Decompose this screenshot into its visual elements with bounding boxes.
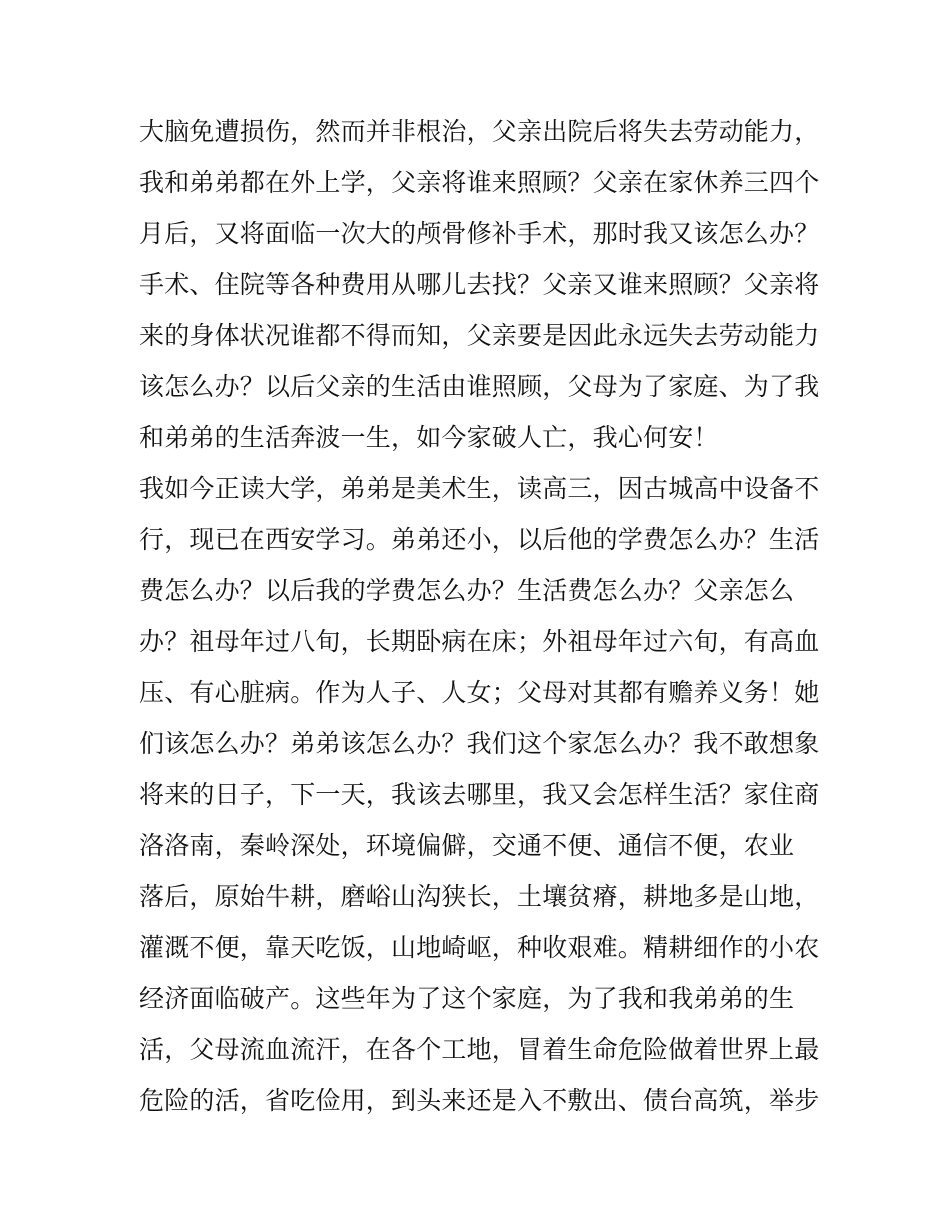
text-line-14: 将来的日子，下一天，我该去哪里，我又会怎样生活？家住商 [139, 780, 820, 809]
text-line-15: 洛洛南，秦岭深处，环境偏僻，交通不便、通信不便，农业 [139, 831, 795, 860]
text-line-17: 灌溉不便，靠天吃饭，山地崎岖，种收艰难。精耕细作的小农 [139, 933, 820, 962]
text-line-11: 办？祖母年过八旬，长期卧病在床；外祖母年过六旬，有高血 [139, 627, 820, 656]
text-line-4: 手术、住院等各种费用从哪儿去找？父亲又谁来照顾？父亲将 [139, 270, 820, 299]
text-line-1: 大脑免遭损伤，然而并非根治，父亲出院后将失去劳动能力， [139, 117, 820, 146]
text-line-7: 和弟弟的生活奔波一生，如今家破人亡，我心何安！ [139, 423, 719, 452]
text-line-16: 落后，原始牛耕，磨峪山沟狭长，土壤贫瘠，耕地多是山地， [139, 882, 820, 911]
text-line-20: 危险的活，省吃俭用，到头来还是入不敷出、债台高筑，举步 [139, 1086, 820, 1115]
text-line-2: 我和弟弟都在外上学，父亲将谁来照顾？父亲在家休养三四个 [139, 168, 820, 197]
text-line-10: 费怎么办？以后我的学费怎么办？生活费怎么办？父亲怎么 [139, 576, 795, 605]
body-text [139, 106, 829, 1126]
text-line-18: 经济面临破产。这些年为了这个家庭，为了我和我弟弟的生 [139, 984, 795, 1013]
text-line-19: 活，父母流血流汗，在各个工地，冒着生命危险做着世界上最 [139, 1035, 820, 1064]
text-line-9: 行，现已在西安学习。弟弟还小，以后他的学费怎么办？生活 [139, 525, 820, 554]
text-line-8: 我如今正读大学，弟弟是美术生，读高三，因古城高中设备不 [139, 474, 820, 503]
text-line-6: 该怎么办？以后父亲的生活由谁照顾，父母为了家庭、为了我 [139, 372, 820, 401]
text-line-5: 来的身体状况谁都不得而知，父亲要是因此永远失去劳动能力 [139, 321, 820, 350]
text-line-3: 月后，又将面临一次大的颅骨修补手术，那时我又该怎么办？ [139, 219, 820, 248]
text-line-12: 压、有心脏病。作为人子、人女；父母对其都有赡养义务！她 [139, 678, 820, 707]
text-line-13: 们该怎么办？弟弟该怎么办？我们这个家怎么办？我不敢想象 [139, 729, 820, 758]
